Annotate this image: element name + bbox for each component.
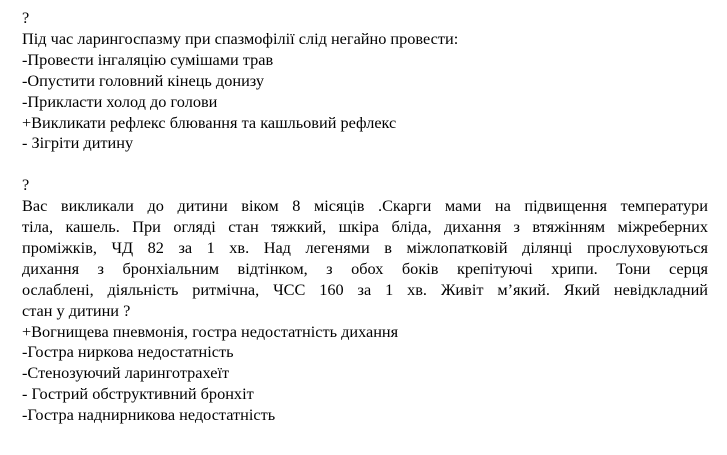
answer-option-correct: +Вогнищева пневмонія, гостра недостатність дихання <box>22 321 399 341</box>
question-marker: ? <box>22 8 30 27</box>
answer-option: -Опустити головний кінець донизу <box>22 70 265 90</box>
question-2 <box>22 175 708 426</box>
answer-option: -Гостра наднирникова недостатність <box>22 405 276 425</box>
answer-option: -Провести інгаляцію сумішами трав <box>22 49 274 69</box>
question-stem: Під час ларингоспазму при спазмофілії слід негайно провести: <box>22 28 459 48</box>
question-stem-line: проміжків, ЧД 82 за 1 хв. Над легенями в міжлопатковій ділянці прослуховуються <box>22 237 708 257</box>
question-stem-line: дихання з бронхіальним відтінком, з обох боків крепітуючі хрипи. Тони серця <box>22 258 708 278</box>
answer-option: - Зігріти дитину <box>22 133 134 153</box>
answer-option: -Прикласти холод до голови <box>22 91 218 111</box>
question-stem-line: стан у дитини ? <box>22 300 131 320</box>
question-1 <box>22 8 708 154</box>
question-marker: ? <box>22 175 30 195</box>
answer-option: -Стенозуючий ларинготрахеїт <box>22 363 230 383</box>
blank-line <box>22 154 708 175</box>
answer-option-correct: +Викликати рефлекс блювання та кашльовий рефлекс <box>22 112 397 132</box>
answer-option: -Гостра ниркова недостатність <box>22 342 234 362</box>
question-stem-line: тіла, кашель. При огляді стан тяжкий, шкіра бліда, дихання з втяжінням міжреберних <box>22 217 708 237</box>
answer-option: - Гострий обструктивний бронхіт <box>22 384 254 404</box>
question-stem-line: Вас викликали до дитини віком 8 місяців .Скарги мами на підвищення температури <box>22 196 708 216</box>
document-page <box>22 8 708 426</box>
question-stem-line: ослаблені, діяльність ритмічна, ЧСС 160 за 1 хв. Живіт м’який. Який невідкладний <box>22 279 708 299</box>
